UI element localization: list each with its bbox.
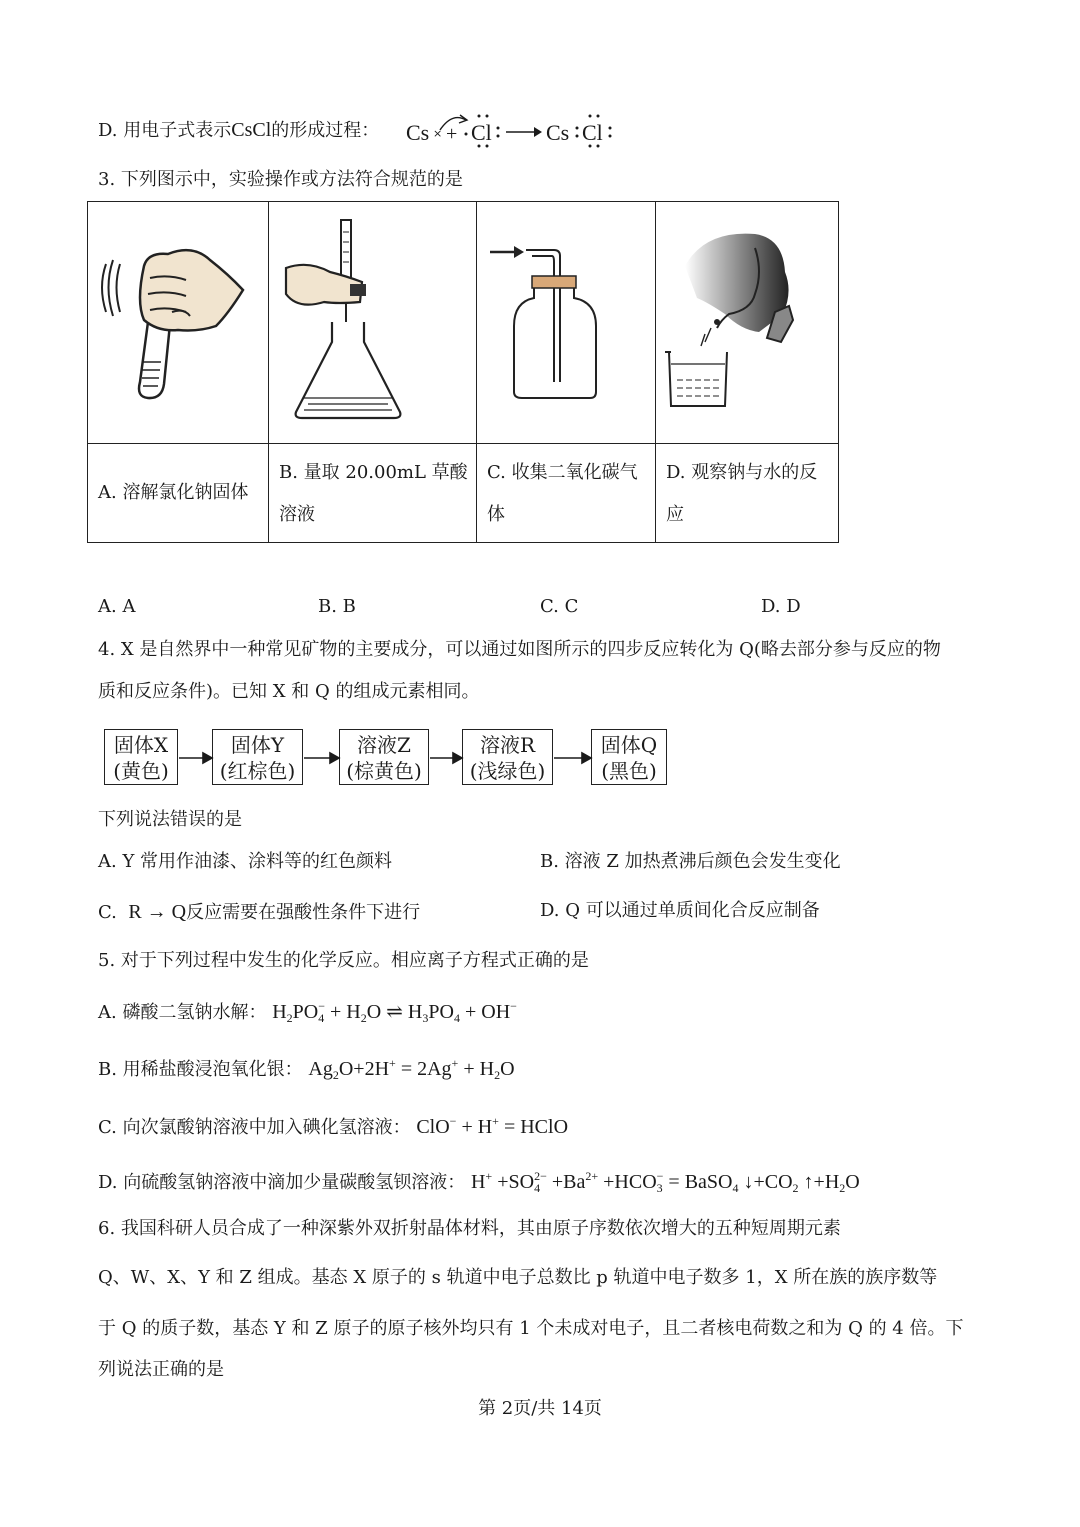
cl-product: Cl: [582, 120, 603, 145]
q2d-prefix: D. 用电子式表示: [98, 120, 232, 141]
q5c-equation: ClO− + H+ = HClO: [416, 1114, 569, 1138]
experiment-table: [87, 201, 839, 543]
plus-sign: +: [446, 123, 458, 145]
q3-option-d: D. D: [761, 596, 801, 617]
flow-box-x: 固体X (黄色): [104, 729, 178, 785]
cscl-electron-formula: [400, 104, 620, 150]
q5-option-c: C. 向次氯酸钠溶液中加入碘化氢溶液： ClO− + H+ = HClO: [98, 1114, 569, 1138]
q3-stem: 3. 下列图示中，实验操作或方法符合规范的是: [98, 169, 463, 190]
q4-stem-line1: 4. X 是自然界中一种常见矿物的主要成分，可以通过如图所示的四步反应转化为 Q(略去部分参与反应的物: [98, 639, 941, 660]
caption-b-1: B. 量取 20.00mL 草酸: [279, 462, 468, 483]
caption-b-2: 溶液: [279, 504, 315, 525]
q5-option-a: A. 磷酸二氢钠水解： $H_2PO_4^- + H_2O$ ⇌ $H_3PO_4 + OH^-$: [98, 999, 517, 1025]
q6-line4: 列说法正确的是: [98, 1359, 224, 1380]
q5-option-b: B. 用稀盐酸浸泡氧化银： $Ag_2O+2H^+ = 2Ag^+ + H_2O$: [98, 1056, 515, 1082]
q4-option-c: C. R → Q反应需要在强酸性条件下进行: [98, 901, 421, 923]
caption-c-1: C. 收集二氧化碳气: [487, 462, 638, 483]
q2d-suffix: 的形成过程：: [271, 120, 380, 141]
caption-a: A. 溶解氯化钠固体: [98, 482, 249, 503]
q6-line1: 6. 我国科研人员合成了一种深紫外双折射晶体材料，其由原子序数依次增大的五种短周期元素: [98, 1218, 841, 1239]
cs-symbol: Cs: [406, 120, 430, 145]
arrow-icon: [203, 753, 212, 763]
flow-box-q: 固体Q (黑色): [591, 729, 667, 785]
cs-product: Cs: [546, 120, 570, 145]
caption-c-2: 体: [487, 504, 505, 525]
observation-image: [655, 202, 838, 443]
q2-option-d: [98, 120, 379, 140]
arrow-icon: [330, 753, 339, 763]
q6-line2: Q、W、X、Y 和 Z 组成。基态 X 原子的 s 轨道中电子总数比 p 轨道中电子数多 1，X 所在族的族序数等: [98, 1267, 938, 1288]
caption-d-1: D. 观察钠与水的反: [666, 462, 818, 483]
page-number: 第 2页/共 14页: [478, 1398, 602, 1419]
q5-stem: 5. 对于下列过程中发生的化学反应。相应离子方程式正确的是: [98, 950, 589, 971]
q4-option-b: B. 溶液 Z 加热煮沸后颜色会发生变化: [540, 851, 841, 872]
q5a-equation: $H_2PO_4^- + H_2O$ ⇌ $H_3PO_4 + OH^-$: [272, 999, 517, 1025]
q3-option-c: C. C: [540, 596, 579, 617]
q2d-cscl: CsCl: [231, 119, 272, 141]
q3-option-b: B. B: [318, 596, 356, 617]
caption-d-2: 应: [666, 504, 684, 525]
q4-prompt: 下列说法错误的是: [98, 809, 242, 830]
flow-box-r: 溶液R (浅绿色): [462, 729, 553, 785]
shaking-test-tube-image: [88, 202, 268, 443]
arrow-icon: [582, 753, 591, 763]
burette-flask-image: [268, 202, 476, 443]
q4-stem-line2: 质和反应条件)。已知 X 和 Q 的组成元素相同。: [98, 681, 480, 702]
q4-option-a: A. Y 常用作油漆、涂料等的红色颜料: [98, 851, 393, 872]
arrow-icon: [453, 753, 462, 763]
gas-bottle-image: [476, 202, 655, 443]
q5-option-d: D. 向硫酸氢钠溶液中滴加少量碳酸氢钡溶液： $H^+ +SO_4^{2-} +Ba^{2+} +HCO_3^-$ = BaSO$_4$ $↓+CO_2$ $↑+H_2O$: [98, 1169, 860, 1195]
svg-text:×: ×: [433, 127, 443, 140]
q5d-equation: $H^+ +SO_4^{2-} +Ba^{2+} +HCO_3^-$ = BaSO$_4$ $↓+CO_2$ $↑+H_2O$: [470, 1169, 860, 1195]
q6-line3: 于 Q 的质子数，基态 Y 和 Z 原子的原子核外均只有 1 个未成对电子，且二者核电荷数之和为 Q 的 4 倍。下: [98, 1318, 964, 1339]
flow-box-z: 溶液Z (棕黄色): [339, 729, 429, 785]
flow-arrows: [0, 750, 700, 766]
q5b-equation: $Ag_2O+2H^+ = 2Ag^+ + H_2O$: [308, 1056, 515, 1082]
flow-box-y: 固体Y (红棕色): [212, 729, 303, 785]
cl-symbol: Cl: [471, 120, 492, 145]
q3-option-a: A. A: [98, 596, 136, 617]
q4-option-d: D. Q 可以通过单质间化合反应制备: [540, 900, 820, 921]
